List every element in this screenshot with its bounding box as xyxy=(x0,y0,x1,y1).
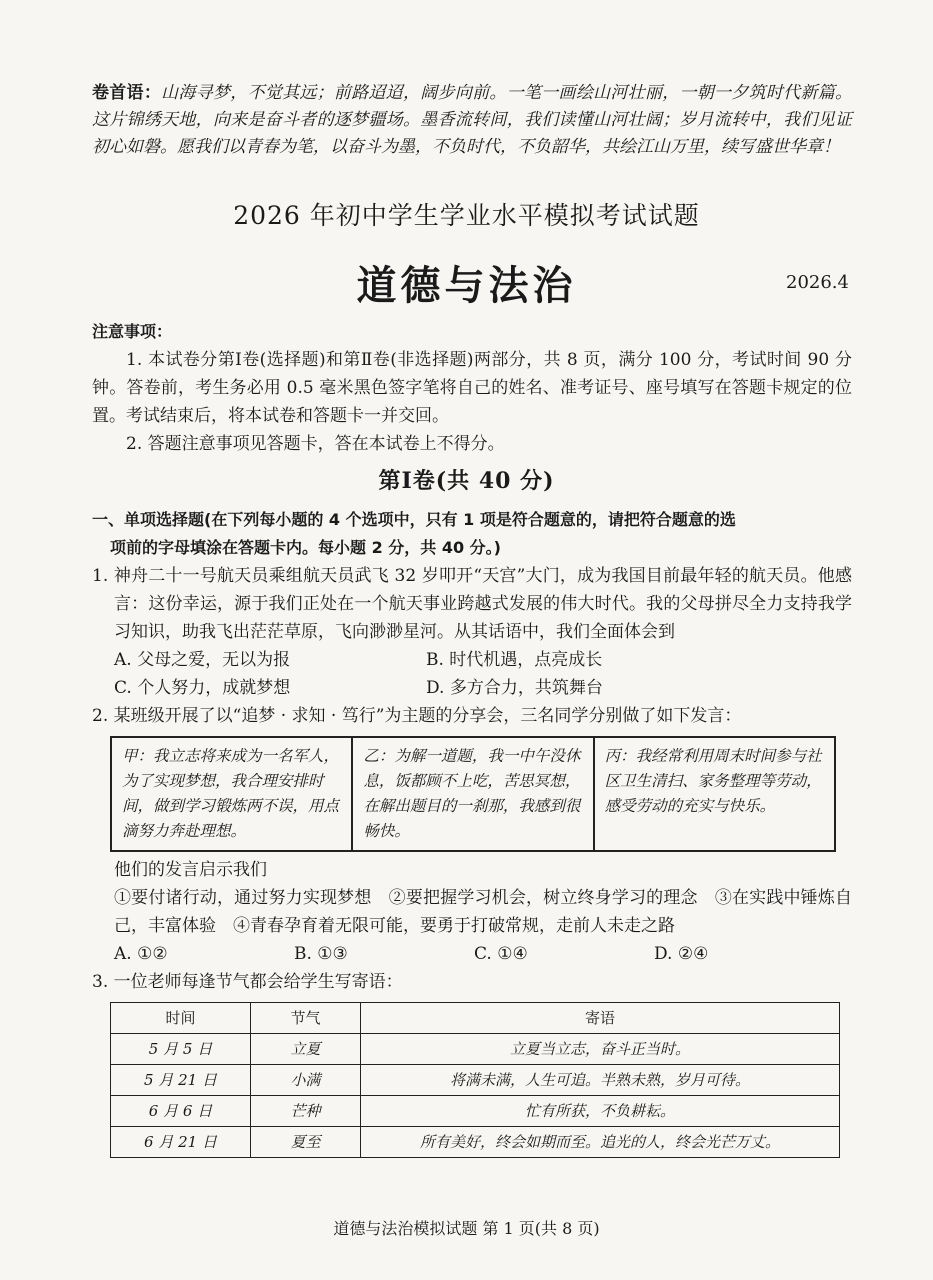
cell-message: 所有美好，终会如期而至。追光的人，终会光芒万丈。 xyxy=(361,1127,840,1158)
column-header: 时间 xyxy=(111,1003,251,1034)
questions xyxy=(92,562,852,1158)
speech-jia: 甲：我立志将来成为一名军人，为了实现梦想，我合理安排时间，做到学习锻炼两不误，用点滴努力奔赴理想。 xyxy=(111,737,352,851)
question-1-stem: 1. 神舟二十一号航天员乘组航天员武飞 32 岁叩开“天宫”大门，成为我国目前最年轻的航天员。他感言：这份幸运，源于我们正处在一个航天事业跨越式发展的伟大时代。我的父母拼尽全力支持我学习知识，助我飞出茫茫草原，飞向渺渺星河。从其话语中，我们全面体会到 xyxy=(92,566,852,642)
preface xyxy=(92,80,852,161)
option: C. 个人努力，成就梦想 xyxy=(114,678,291,698)
exam-date: 2026.4 xyxy=(786,272,849,293)
column-header: 节气 xyxy=(251,1003,361,1034)
section-title: 第Ⅰ卷(共 40 分) xyxy=(378,468,555,494)
column-header: 寄语 xyxy=(361,1003,840,1034)
speech-bing: 丙：我经常利用周末时间参与社区卫生清扫、家务整理等劳动，感受劳动的充实与快乐。 xyxy=(594,737,835,851)
notice xyxy=(92,318,852,458)
cell-message: 忙有所获，不负耕耘。 xyxy=(361,1096,840,1127)
exam-title: 2026 年初中学生学业水平模拟考试试题 xyxy=(233,201,700,230)
preface-text: 山海寻梦，不觉其远；前路迢迢，阔步向前。一笔一画绘山河壮丽，一朝一夕筑时代新篇。这片锦绣天地，向来是奋斗者的逐梦疆场。墨香流转间，我们读懂山河壮阔；岁月流转中，我们见证初心如磐。愿我们以青春为笔，以奋斗为墨，不负时代，不负韶华，共绘江山万里，续写盛世华章！ xyxy=(92,83,853,157)
question-2-prompt: 他们的发言启示我们 xyxy=(114,860,267,880)
cell-term: 立夏 xyxy=(251,1034,361,1065)
option: B. ①③ xyxy=(294,944,348,964)
option: A. 父母之爱，无以为报 xyxy=(114,650,291,670)
notice-heading: 注意事项： xyxy=(92,322,173,341)
question-2-stem: 2. 某班级开展了以“追梦 · 求知 · 笃行”为主题的分享会，三名同学分别做了如下发言： xyxy=(92,706,742,726)
cell-term: 夏至 xyxy=(251,1127,361,1158)
part-instructions-line-1: 一、单项选择题(在下列每小题的 4 个选项中，只有 1 项是符合题意的，请把符合题意的选 xyxy=(92,510,736,529)
speech-table xyxy=(110,736,836,852)
cell-date: 6 月 6 日 xyxy=(111,1096,251,1127)
page-footer: 道德与法治模拟试题 第 1 页(共 8 页) xyxy=(333,1219,600,1238)
option: D. ②④ xyxy=(654,944,709,964)
preface-label: 卷首语： xyxy=(92,83,162,103)
cell-message: 将满未满，人生可追。半熟未熟，岁月可待。 xyxy=(361,1065,840,1096)
cell-message: 立夏当立志，奋斗正当时。 xyxy=(361,1034,840,1065)
cell-date: 5 月 21 日 xyxy=(111,1065,251,1096)
question-1 xyxy=(92,562,852,702)
part-instructions xyxy=(92,506,852,562)
table-row xyxy=(111,1096,840,1127)
question-3-stem: 3. 一位老师每逢节气都会给学生写寄语： xyxy=(92,972,403,992)
table-row xyxy=(111,1034,840,1065)
notice-item-2: 2. 答题注意事项见答题卡，答在本试卷上不得分。 xyxy=(126,434,505,454)
solar-term-table xyxy=(110,1002,840,1158)
cell-term: 芒种 xyxy=(251,1096,361,1127)
option: D. 多方合力，共筑舞台 xyxy=(426,678,603,698)
option: A. ①② xyxy=(114,944,168,964)
question-1-options xyxy=(92,646,852,702)
cell-term: 小满 xyxy=(251,1065,361,1096)
question-2-options xyxy=(92,940,852,968)
cell-date: 5 月 5 日 xyxy=(111,1034,251,1065)
part-instructions-line-2: 项前的字母填涂在答题卡内。每小题 2 分，共 40 分。) xyxy=(110,538,501,557)
notice-item-1: 1. 本试卷分第Ⅰ卷(选择题)和第Ⅱ卷(非选择题)两部分，共 8 页，满分 100 分，考试时间 90 分钟。答卷前，考生务必用 0.5 毫米黑色签字笔将自己的姓名、准考证号、座号填写在答题卡规定的位置。考试结束后，将本试卷和答题卡一并交回。 xyxy=(92,350,852,426)
question-2-statements: ①要付诸行动，通过努力实现梦想 ②要把握学习机会，树立终身学习的理念 ③在实践中锤炼自己，丰富体验 ④青春孕育着无限可能，要勇于打破常规，走前人未走之路 xyxy=(114,888,852,936)
speech-yi: 乙：为解一道题，我一中午没休息，饭都顾不上吃，苦思冥想，在解出题目的一刹那，我感到很畅快。 xyxy=(352,737,593,851)
table-row xyxy=(111,1065,840,1096)
subject-title: 道德与法治 xyxy=(356,262,577,309)
option: C. ①④ xyxy=(474,944,528,964)
cell-date: 6 月 21 日 xyxy=(111,1127,251,1158)
option: B. 时代机遇，点亮成长 xyxy=(426,650,603,670)
table-header-row xyxy=(111,1003,840,1034)
question-3 xyxy=(92,968,852,1158)
table-row xyxy=(111,1127,840,1158)
question-2 xyxy=(92,702,852,968)
